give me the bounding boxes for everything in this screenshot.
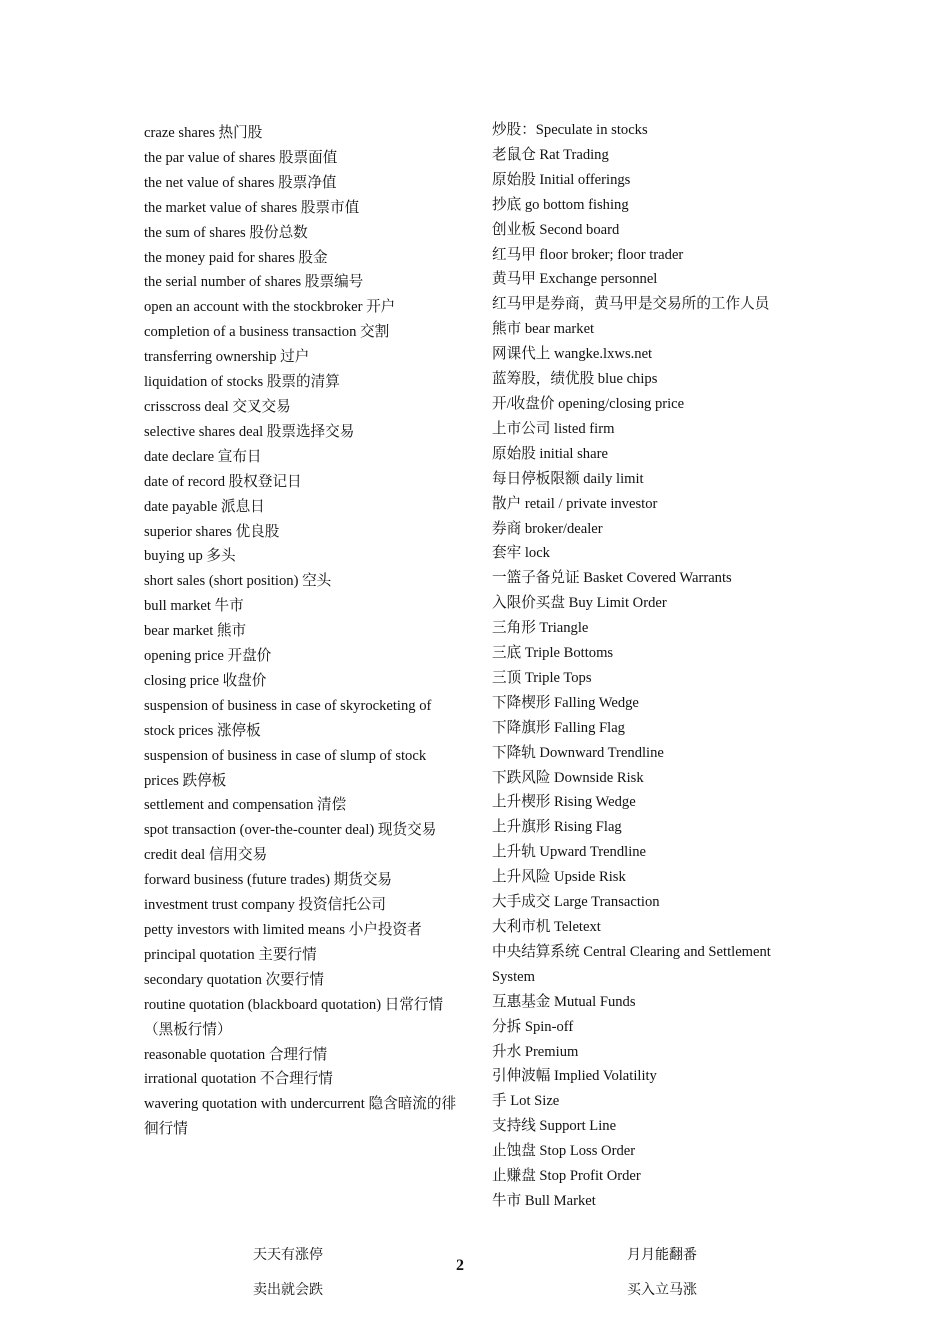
glossary-entry: 手 Lot Size <box>492 1093 560 1110</box>
glossary-entry: 原始股 Initial offerings <box>492 171 631 188</box>
glossary-entry: short sales (short position) 空头 <box>144 573 332 590</box>
glossary-entry: 红马甲是券商，黄马甲是交易所的工作人员 <box>492 296 770 313</box>
glossary-entry: 上升楔形 Rising Wedge <box>492 794 636 811</box>
glossary-entry: date of record 股权登记日 <box>144 473 302 490</box>
glossary-entry: reasonable quotation 合理行情 <box>144 1046 328 1063</box>
glossary-entry: 下跌风险 Downside Risk <box>492 769 644 786</box>
glossary-entry: 下降旗形 Falling Flag <box>492 719 625 736</box>
right-column <box>492 118 812 1214</box>
glossary-entry: 炒股：Speculate in stocks <box>492 122 648 138</box>
glossary-entry: principal quotation 主要行情 <box>144 946 317 963</box>
glossary-entry: completion of a business transaction 交割 <box>144 324 390 341</box>
glossary-entry: 升水 Premium <box>492 1043 579 1060</box>
glossary-entry: 止蚀盘 Stop Loss Order <box>492 1143 636 1160</box>
glossary-entry: 黄马甲 Exchange personnel <box>492 271 658 288</box>
glossary-entry: 三顶 Triple Tops <box>492 669 592 686</box>
glossary-entry: irrational quotation 不合理行情 <box>144 1071 333 1088</box>
glossary-entry: 入限价买盘 Buy Limit Order <box>492 595 667 612</box>
left-column <box>144 118 462 1142</box>
glossary-entry: selective shares deal 股票选择交易 <box>144 423 355 440</box>
glossary-entry: 散户 retail / private investor <box>492 495 658 512</box>
glossary-entry: 上升旗形 Rising Flag <box>492 819 622 836</box>
glossary-entry: 每日停板限额 daily limit <box>492 470 644 487</box>
glossary-entry: bull market 牛市 <box>144 598 244 615</box>
glossary-entry: 上升风险 Upside Risk <box>492 869 626 886</box>
glossary-entry: 老鼠仓 Rat Trading <box>492 146 609 163</box>
glossary-entry: investment trust company 投资信托公司 <box>144 897 386 914</box>
glossary-entry: open an account with the stockbroker 开户 <box>144 299 396 316</box>
footer-slogan-bottom-right: 买入立马涨 <box>627 1283 697 1298</box>
glossary-entry: bear market 熊市 <box>144 623 247 640</box>
glossary-entry: 下降轨 Downward Trendline <box>492 744 664 761</box>
glossary-entry: craze shares 热门股 <box>144 125 263 141</box>
glossary-entry: crisscross deal 交叉交易 <box>144 398 291 415</box>
glossary-entry: 下降楔形 Falling Wedge <box>492 694 639 711</box>
glossary-entry: liquidation of stocks 股票的清算 <box>144 374 340 391</box>
page-number: 2 <box>456 1257 464 1274</box>
glossary-entry: opening price 开盘价 <box>144 648 272 665</box>
glossary-entry: 原始股 initial share <box>492 445 608 462</box>
glossary-entry: buying up 多头 <box>144 548 236 565</box>
glossary-entry: the net value of shares 股票净值 <box>144 174 337 191</box>
glossary-entry: 中央结算系统 Central Clearing and Settlement System <box>492 943 771 985</box>
footer-slogan-top-left: 天天有涨停 <box>253 1248 323 1263</box>
glossary-entry: 开/收盘价 opening/closing price <box>492 395 685 412</box>
glossary-entry: forward business (future trades) 期货交易 <box>144 872 393 889</box>
glossary-entry: 三角形 Triangle <box>492 620 589 637</box>
glossary-entry: 红马甲 floor broker; floor trader <box>492 246 684 263</box>
glossary-entry: 牛市 Bull Market <box>492 1192 596 1209</box>
glossary-entry: 互惠基金 Mutual Funds <box>492 993 636 1010</box>
glossary-entry: 熊市 bear market <box>492 321 595 338</box>
glossary-entry: 券商 broker/dealer <box>492 520 603 537</box>
glossary-entry: 抄底 go bottom fishing <box>492 196 629 213</box>
glossary-entry: 三底 Triple Bottoms <box>492 645 614 662</box>
glossary-entry: suspension of business in case of slump of stock prices 跌停板 <box>144 747 427 789</box>
glossary-entry: 引伸波幅 Implied Volatility <box>492 1068 657 1085</box>
footer-slogan-bottom-left: 卖出就会跌 <box>253 1283 323 1298</box>
glossary-entry: date declare 宣布日 <box>144 448 262 465</box>
glossary-entry: 一篮子备兑证 Basket Covered Warrants <box>492 570 732 587</box>
glossary-entry: 止赚盘 Stop Profit Order <box>492 1168 641 1185</box>
glossary-entry: 蓝筹股，绩优股 blue chips <box>492 371 658 388</box>
glossary-entry: 上升轨 Upward Trendline <box>492 844 647 861</box>
glossary-entry: the serial number of shares 股票编号 <box>144 274 364 291</box>
glossary-entry: routine quotation (blackboard quotation) 日常行情（黑板行情） <box>144 996 444 1038</box>
glossary-entry: 大利市机 Teletext <box>492 919 601 935</box>
glossary-entry: petty investors with limited means 小户投资者 <box>144 922 422 938</box>
glossary-entry: the par value of shares 股票面值 <box>144 149 338 166</box>
glossary-entry: suspension of business in case of skyrocketing of stock prices 涨停板 <box>144 697 432 739</box>
glossary-entry: the sum of shares 股份总数 <box>144 224 308 241</box>
glossary-entry: 网课代上 wangke.lxws.net <box>492 346 653 363</box>
glossary-entry: superior shares 优良股 <box>144 523 280 540</box>
footer-slogan-top-right: 月月能翻番 <box>627 1248 697 1263</box>
glossary-entry: 上市公司 listed firm <box>492 420 615 437</box>
glossary-entry: 分拆 Spin-off <box>492 1018 574 1035</box>
glossary-entry: transferring ownership 过户 <box>144 349 310 366</box>
glossary-entry: date payable 派息日 <box>144 498 265 515</box>
glossary-entry: 支持线 Support Line <box>492 1118 617 1135</box>
glossary-entry: 套牢 lock <box>492 545 550 562</box>
glossary-entry: spot transaction (over-the-counter deal) 现货交易 <box>144 822 437 839</box>
glossary-entry: the market value of shares 股票市值 <box>144 199 360 216</box>
glossary-entry: the money paid for shares 股金 <box>144 249 328 266</box>
glossary-entry: settlement and compensation 清偿 <box>144 797 347 814</box>
glossary-entry: wavering quotation with undercurrent 隐含暗流的徘徊行情 <box>144 1096 457 1138</box>
glossary-entry: 大手成交 Large Transaction <box>492 894 660 911</box>
glossary-entry: closing price 收盘价 <box>144 672 267 689</box>
glossary-entry: credit deal 信用交易 <box>144 847 268 864</box>
glossary-entry: 创业板 Second board <box>492 221 620 238</box>
glossary-entry: secondary quotation 次要行情 <box>144 971 324 988</box>
